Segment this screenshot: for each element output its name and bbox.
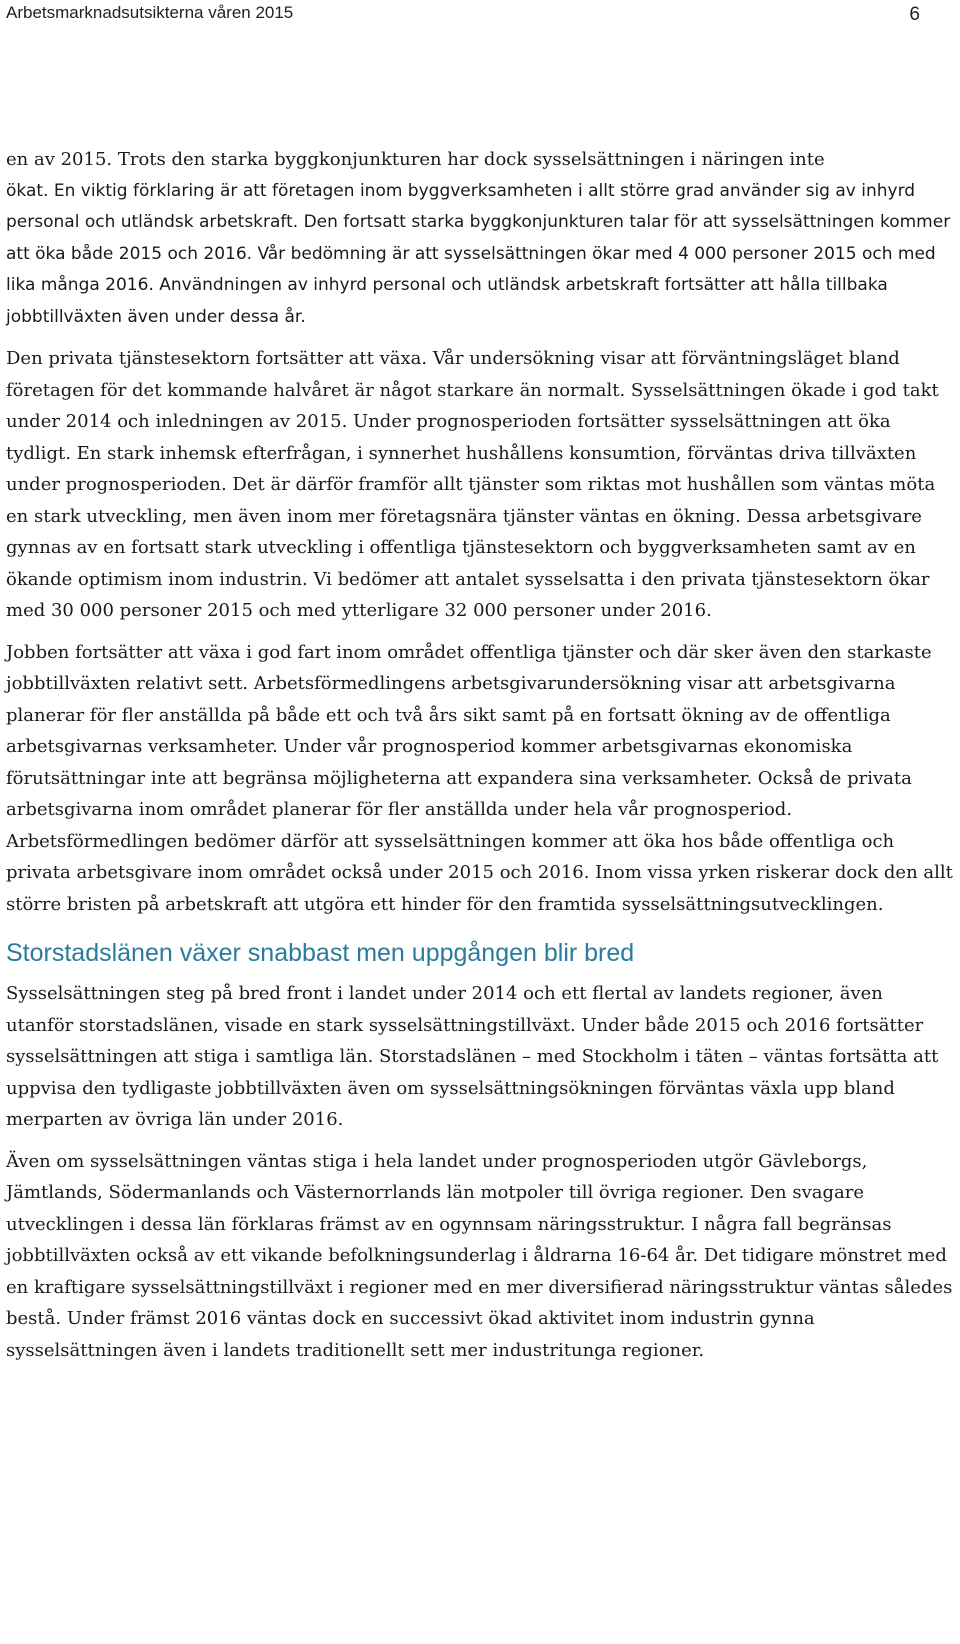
page-number: 6 — [909, 4, 920, 25]
paragraph-regions: Sysselsättningen steg på bred front i landet under 2014 och ett flertal av landets regioner, även utanför storstadslänen, visade en stark sysselsättningstillväxt. Under både 2015 och 2016 fortsätter sysselsättningen att stiga i samtliga län. Storstadslänen – med Stockholm i täten – väntas fortsätta att uppvisa den tydligaste jobbtillväxten även om sysselsättningsökningen förväntas växla upp bland merparten av övriga län under 2016. — [6, 983, 939, 1130]
paragraph-private-services: Den privata tjänstesektorn fortsätter att växa. Vår undersökning visar att förväntningsläget bland företagen för det kommande halvåret är något starkare än normalt. Sysselsättningen ökade i god takt under 2014 och inledningen av 2015. Under prognosperioden fortsätter sysselsättningen att öka tydligt. En stark inhemsk efterfrågan, i synnerhet hushållens konsumtion, förväntas driva tillväxten under prognosperioden. Det är därför framför allt tjänster som riktas mot hushållen som väntas möta en stark utveckling, men även inom mer företagsnära tjänster väntas en ökning. Dessa arbetsgivare gynnas av en fortsatt stark utveckling i offentliga tjänstesektorn och byggverksamheten samt av en ökande optimism inom industrin. Vi bedömer att antalet sysselsatta i den privata tjänstesektorn ökar med 30 000 personer 2015 och med ytterligare 32 000 personer under 2016. — [6, 348, 939, 621]
section-heading: Storstadslänen växer snabbast men uppgången blir bred — [6, 939, 635, 967]
paragraph-counties: Även om sysselsättningen väntas stiga i hela landet under prognosperioden utgör Gävleborgs, Jämtlands, Södermanlands och Västernorrlands län motpoler till övriga regioner. Den svagare utvecklingen i dessa län förklaras främst av en ogynnsam näringsstruktur. I några fall begränsas jobbtillväxten också av ett vikande befolkningsunderlag i åldrarna 16-64 år. Det tidigare mönstret med en kraftigare sysselsättningstillväxt i regioner med en mer diversifierad näringsstruktur väntas således bestå. Under främst 2016 väntas dock en successivt ökad aktivitet inom industrin gynna sysselsättningen även i landets traditionellt sett mer industritunga regioner. — [6, 1150, 953, 1361]
document-body — [6, 144, 954, 1376]
document-title: Arbetsmarknadsutsikterna våren 2015 — [6, 3, 294, 22]
paragraph-public-services: Jobben fortsätter att växa i god fart inom området offentliga tjänster och där sker även den starkaste jobbtillväxten relativt sett. Arbetsförmedlingens arbetsgivarundersökning visar att arbetsgivarna planerar för fler anställda på både ett och två års sikt samt på en fortsatt ökning av de offentliga arbetsgivarnas verksamheter. Under vår prognosperiod kommer arbetsgivarnas ekonomiska förutsättningar inte att begränsa möjligheterna att expandera sina verksamheter. Också de privata arbetsgivarna inom området planerar för fler anställda under hela vår prognosperiod. Arbetsförmedlingen bedömer därför att sysselsättningen kommer att öka hos både offentliga och privata arbetsgivare inom området också under 2015 och 2016. Inom vissa yrken riskerar dock den allt större bristen på arbetskraft att utgöra ett hinder för den framtida sysselsättningsutvecklingen. — [6, 641, 953, 915]
paragraph-continued: en av 2015. Trots den starka byggkonjunkturen har dock sysselsättningen i näringen inte — [6, 149, 825, 170]
page-header — [6, 0, 946, 30]
paragraph-construction: ökat. En viktig förklaring är att företagen inom byggverksamheten i allt större grad använder sig av inhyrd personal och utländsk arbetskraft. Den fortsatt starka byggkonjunkturen talar för att sysselsättningen kommer att öka både 2015 och 2016. Vår bedömning är att sysselsättningen ökar med 4 000 personer 2015 och med lika många 2016. Användningen av inhyrd personal och utländsk arbetskraft fortsätter att hålla tillbaka jobbtillväxten även under dessa år. — [6, 180, 951, 327]
